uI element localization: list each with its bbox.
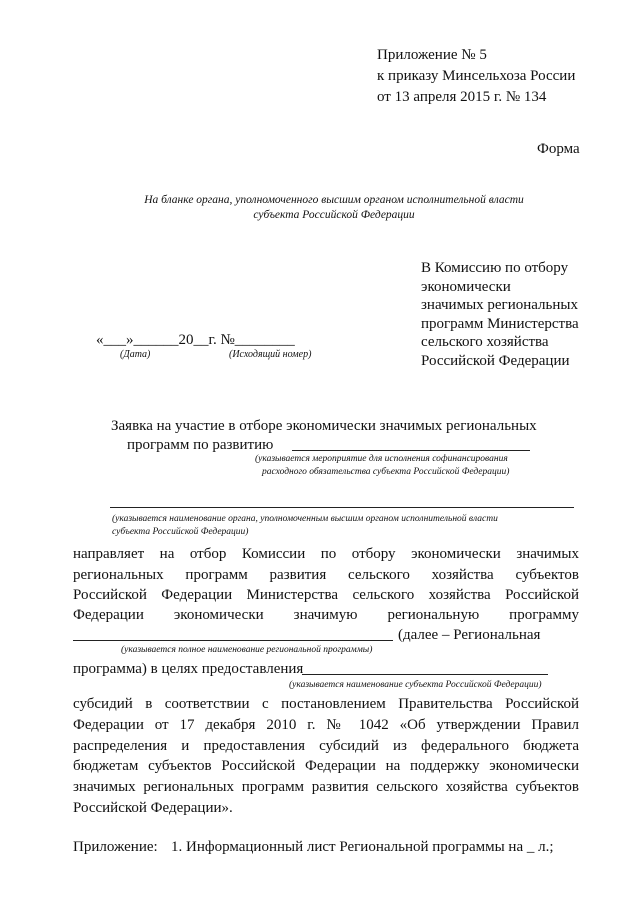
measure-note-line1: (указывается мероприятие для исполнения софинансирования bbox=[255, 454, 508, 464]
addressee-line: экономически bbox=[421, 278, 511, 295]
paragraph-line: значимых региональных программ развития сельского хозяйства субъектов bbox=[73, 779, 579, 795]
appendix-number: Приложение № 5 bbox=[377, 47, 487, 63]
purpose-line: программа) в целях предоставления bbox=[73, 661, 304, 677]
order-reference: к приказу Минсельхоза России bbox=[377, 68, 576, 84]
order-date: от 13 апреля 2015 г. № 134 bbox=[377, 89, 547, 105]
paragraph-line: бюджетам субъектов Российской Федерации на поддержку экономически bbox=[73, 758, 579, 774]
organ-note-line2: субъекта Российской Федерации) bbox=[112, 527, 249, 537]
date-number-line: «___»______20__г. №________ bbox=[96, 332, 295, 348]
program-name-underline bbox=[73, 640, 393, 641]
outgoing-number-caption: (Исходящий номер) bbox=[229, 349, 312, 360]
measure-underline bbox=[292, 450, 530, 451]
paragraph-line: субсидий в соответствии с постановлением Правительства Российской bbox=[73, 696, 579, 712]
paragraph-line: Российской Федерации Министерства сельского хозяйства Российской bbox=[73, 587, 579, 603]
addressee-line: значимых региональных bbox=[421, 297, 578, 313]
program-name-note: (указывается полное наименование региональной программы) bbox=[121, 645, 373, 655]
blank-note-line1: На бланке органа, уполномоченного высшим органом исполнительной власти bbox=[144, 194, 524, 206]
date-caption: (Дата) bbox=[120, 349, 151, 360]
paragraph-line: Федерации от 17 декабря 2010 г. № 1042 «Об утверждении Правил bbox=[73, 717, 579, 733]
organ-note-line1: (указывается наименование органа, уполномоченным высшим органом исполнительной власти bbox=[112, 514, 498, 524]
paragraph-last-line: Российской Федерации». bbox=[73, 800, 233, 816]
addressee-line: Российской Федерации bbox=[421, 352, 570, 369]
addressee-block bbox=[421, 259, 579, 370]
subject-name-underline bbox=[302, 674, 548, 675]
attachment-label: Приложение: bbox=[73, 839, 158, 855]
addressee-line: программ Министерства bbox=[421, 315, 579, 332]
form-label: Форма bbox=[537, 141, 580, 157]
blank-note-line2: субъекта Российской Федерации bbox=[253, 209, 415, 221]
addressee-line: В Комиссию по отбору bbox=[421, 260, 569, 276]
application-title-line2: программ по развитию bbox=[127, 437, 274, 453]
paragraph-line: направляет на отбор Комиссии по отбору экономически значимых bbox=[73, 546, 579, 562]
subject-name-note: (указывается наименование субъекта Российской Федерации) bbox=[289, 680, 542, 690]
paragraph-line: региональных программ развития сельского хозяйства субъектов bbox=[73, 567, 579, 583]
measure-note-line2: расходного обязательства субъекта Российской Федерации) bbox=[262, 467, 510, 477]
application-title-line1: Заявка на участие в отборе экономически значимых региональных bbox=[111, 418, 537, 434]
paragraph-line: Федерации экономически значимую региональную программу bbox=[73, 607, 579, 623]
program-tail: (далее – Региональная bbox=[398, 627, 541, 643]
attachment-item: 1. Информационный лист Региональной программы на _ л.; bbox=[171, 839, 554, 855]
addressee-line: сельского хозяйства bbox=[421, 334, 549, 350]
paragraph-line: распределения и предоставления субсидий из федерального бюджета bbox=[73, 738, 579, 754]
organ-name-underline bbox=[110, 507, 574, 508]
